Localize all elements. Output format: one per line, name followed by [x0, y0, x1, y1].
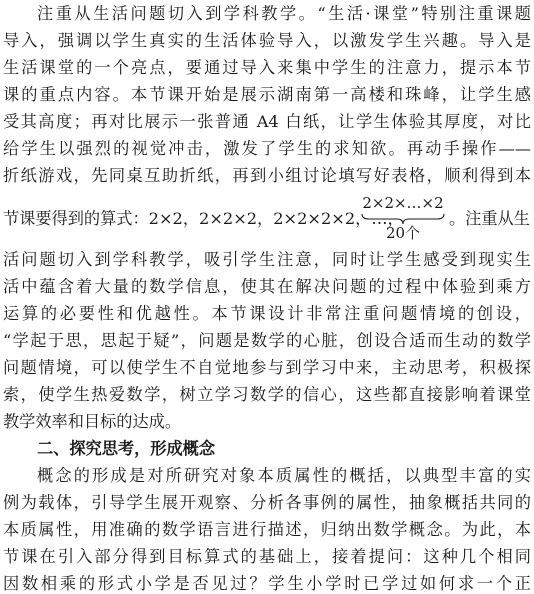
- underbrace-expression: [359, 196, 447, 242]
- text-line: 生活课堂的一个亮点，要通过导入来集中学生的注意力，提示本节: [3, 58, 531, 77]
- text-line: “学起于思，思起于疑”，问题是数学的心脏，创设合适而生动的数学: [3, 331, 531, 350]
- text-line: 导入，强调以学生真实的生活体验导入，以激发学生兴趣。导入是: [3, 31, 531, 50]
- text-line: 折纸游戏，先同桌互助折纸，再到小组讨论填写好表格，顺利得到本: [3, 166, 531, 185]
- text-line: 注重从生活问题切入到学科教学。“生活·课堂”特别注重课题: [37, 4, 531, 23]
- formula-suffix-text: 。注重从生: [449, 209, 530, 228]
- text-line: 概念的形成是对所研究对象本质属性的概括，以典型丰富的实: [37, 466, 531, 485]
- text-line: 活中蕴含着大量的数学信息，使其在解决问题的过程中体验到乘方: [3, 277, 531, 296]
- text-line: 本质属性，用准确的数学语言进行描述，归纳出数学概念。为此，本: [3, 520, 531, 539]
- text-line: 活问题切入到学科教学，吸引学生注意，同时让学生感受到现实生: [3, 250, 531, 269]
- factor-count-label: 20个: [385, 224, 421, 242]
- text-line: 问题情境，可以使学生不自觉地参与到学习中来，主动思考，积极探: [3, 358, 531, 377]
- section-heading: 二、探究思考，形成概念: [37, 439, 216, 458]
- product-expression: 2×2×…×2: [362, 194, 444, 212]
- formula-prefix-text: 节课要得到的算式：2×2，2×2×2，2×2×2×2，…，: [3, 209, 404, 228]
- text-line: 例为载体，引导学生展开观察、分析各事例的属性，抽象概括共同的: [3, 493, 531, 512]
- text-line: 教学效率和目标的达成。: [3, 412, 182, 431]
- text-line: 运算的必要性和优越性。本节课设计非常注重问题情境的创设，: [3, 304, 531, 323]
- text-line: 课的重点内容。本节课开始是展示湖南第一高楼和珠峰，让学生感: [3, 85, 531, 104]
- text-line: 给学生以强烈的视觉冲击，激发了学生的求知欲。再动手操作——: [3, 139, 531, 158]
- text-line: 受其高度；再对比展示一张普通 A4 白纸，让学生体验其厚度，对比: [3, 112, 531, 131]
- formula-line: [3, 196, 531, 242]
- text-line: 因数相乘的形式小学是否见过？学生小学时已学过如何求一个正: [3, 574, 531, 593]
- text-line: 节课在引入部分得到目标算式的基础上，接着提问：这种几个相同: [3, 547, 531, 566]
- text-line: 索，使学生热爱数学，树立学习数学的信心，这些都直接影响着课堂: [3, 385, 531, 404]
